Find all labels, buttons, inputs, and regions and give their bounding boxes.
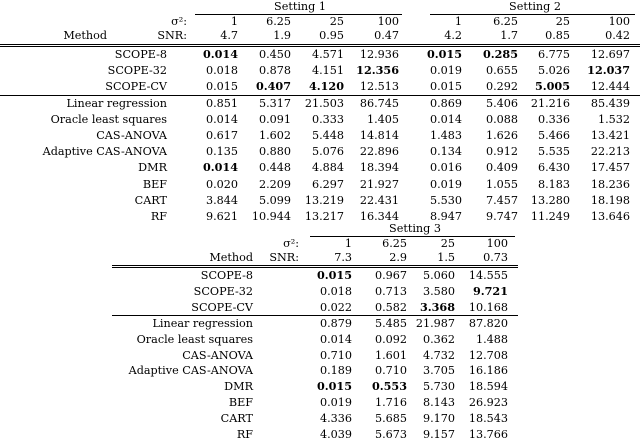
table-cell: 4.151	[311, 64, 344, 78]
table-cell: 0.092	[374, 332, 407, 346]
table-cell: 5.466	[537, 129, 570, 142]
table-cell: 5.060	[422, 269, 455, 282]
table-cell: 10.944	[251, 210, 291, 223]
method-header: Method	[209, 251, 253, 264]
method-name: Oracle least squares	[50, 112, 167, 126]
table-cell: 9.170	[422, 412, 455, 426]
table-cell: 0.869	[429, 96, 462, 110]
table-cell: 7.457	[485, 193, 518, 207]
table-cell: 0.015	[426, 47, 462, 61]
table-cell: 5.448	[311, 129, 344, 142]
table-cell: 1.488	[475, 332, 508, 346]
method-header: Method	[63, 29, 107, 42]
table-cell: 3.844	[205, 193, 238, 207]
table-cell: 0.018	[319, 284, 352, 298]
table-cell: 18.394	[359, 161, 399, 175]
table-cell: 4.039	[319, 428, 352, 441]
table-cell: 1.602	[258, 129, 291, 142]
table-cell: 0.879	[319, 316, 352, 330]
method-name: SCOPE-CV	[191, 300, 253, 314]
table-cell: 0.710	[319, 348, 352, 362]
table-cell: 0.014	[202, 160, 238, 175]
snr-value: 4.7	[220, 29, 238, 42]
table-cell: 0.016	[429, 161, 462, 175]
method-name: SCOPE-8	[200, 269, 253, 282]
header-rule-top	[112, 265, 518, 266]
table-cell: 21.503	[304, 96, 344, 110]
table-cell: 21.987	[415, 316, 455, 330]
table-cell: 8.143	[422, 396, 455, 410]
table-cell: 0.655	[485, 64, 518, 78]
table-cell: 9.747	[485, 210, 518, 223]
table-cell: 0.189	[319, 364, 352, 378]
table-cell: 8.947	[429, 210, 462, 223]
method-name: CAS-ANOVA	[182, 348, 253, 362]
snr-value: 0.73	[483, 251, 508, 264]
table-cell: 4.120	[308, 79, 344, 94]
setting-2-label: Setting 2	[509, 0, 561, 13]
method-name: RF	[150, 210, 167, 223]
sigma-value: 100	[486, 237, 508, 250]
method-name: CART	[134, 193, 167, 207]
table-cell: 14.814	[359, 129, 399, 142]
snr-value: 7.3	[334, 251, 352, 264]
table-cell: 0.014	[202, 47, 238, 61]
table-cell: 1.055	[485, 177, 518, 191]
snr-value: 1.7	[500, 29, 518, 42]
table-cell: 0.134	[429, 145, 462, 159]
table-cell: 5.730	[422, 380, 455, 394]
table-cell: 4.571	[311, 48, 344, 61]
method-name: CAS-ANOVA	[96, 129, 167, 142]
table-cell: 9.157	[422, 428, 455, 441]
table-cell: 1.716	[374, 396, 407, 410]
table-cell: 0.333	[311, 112, 344, 126]
table-cell: 11.249	[530, 210, 570, 223]
sigma-label: σ²:	[171, 15, 187, 28]
sigma-value: 25	[440, 237, 455, 250]
table-cell: 4.336	[319, 412, 352, 426]
table-cell: 6.297	[311, 177, 344, 191]
table-cell: 17.457	[590, 161, 630, 175]
table-cell: 21.216	[530, 96, 570, 110]
table-cell: 13.280	[530, 193, 570, 207]
table-cell: 0.285	[482, 47, 518, 61]
table-cell: 10.168	[468, 300, 508, 314]
header-rule-top	[0, 44, 640, 45]
table-cell: 5.406	[485, 96, 518, 110]
table-cell: 14.555	[468, 269, 508, 282]
table-cell: 0.407	[255, 79, 291, 94]
table-cell: 12.444	[590, 80, 630, 94]
table-cell: 21.927	[359, 177, 399, 191]
table-cell: 0.880	[258, 145, 291, 159]
method-name: Adaptive CAS-ANOVA	[42, 145, 167, 159]
sigma-value: 6.25	[382, 237, 407, 250]
method-name: Adaptive CAS-ANOVA	[128, 364, 253, 378]
table-cell: 4.732	[422, 348, 455, 362]
sigma-value: 25	[555, 15, 570, 28]
table-cell: 5.673	[374, 428, 407, 441]
table-cell: 0.015	[316, 268, 352, 282]
table-cell: 22.213	[590, 145, 630, 159]
table-cell: 0.018	[205, 64, 238, 78]
table-cell: 5.485	[374, 316, 407, 330]
table-cell: 13.766	[468, 428, 508, 441]
snr-value: 1.9	[273, 29, 291, 42]
table-cell: 18.198	[590, 193, 630, 207]
table-cell: 8.183	[537, 177, 570, 191]
table-cell: 0.878	[258, 64, 291, 78]
table-cell: 12.037	[587, 63, 630, 78]
table-cell: 12.356	[356, 63, 399, 78]
table-cell: 18.594	[468, 380, 508, 394]
table-cell: 9.721	[472, 283, 508, 298]
table-cell: 0.450	[258, 48, 291, 61]
method-name: DMR	[138, 161, 167, 175]
table-cell: 22.896	[359, 145, 399, 159]
method-name: SCOPE-8	[114, 48, 167, 61]
snr-label: SNR:	[269, 251, 299, 264]
method-name: Linear regression	[152, 316, 253, 330]
table-cell: 1.483	[429, 129, 462, 142]
table-cell: 3.368	[419, 299, 455, 314]
table-cell: 12.936	[359, 48, 399, 61]
snr-label: SNR:	[157, 29, 187, 42]
table-cell: 0.135	[205, 145, 238, 159]
table-cell: 6.430	[537, 161, 570, 175]
sigma-value: 1	[344, 237, 352, 250]
table-cell: 12.708	[468, 348, 508, 362]
table-cell: 0.014	[429, 112, 462, 126]
table-cell: 0.015	[205, 80, 238, 94]
table-cell: 0.582	[374, 300, 407, 314]
table-cell: 12.513	[359, 80, 399, 94]
setting-1-label: Setting 1	[274, 0, 326, 13]
table-cell: 0.020	[205, 177, 238, 191]
table-cell: 16.186	[468, 364, 508, 378]
method-name: SCOPE-32	[107, 64, 167, 78]
sigma-value: 25	[329, 15, 344, 28]
table-cell: 0.022	[319, 300, 352, 314]
table-cell: 0.409	[485, 161, 518, 175]
snr-value: 0.85	[545, 29, 570, 42]
header-rule-bottom	[0, 46, 640, 47]
table-cell: 1.532	[597, 112, 630, 126]
table-cell: 0.710	[374, 364, 407, 378]
table-cell: 5.076	[311, 145, 344, 159]
table-cell: 22.431	[359, 193, 399, 207]
method-name: BEF	[142, 177, 167, 191]
method-name: SCOPE-CV	[105, 80, 167, 94]
table-cell: 0.091	[258, 112, 291, 126]
table-cell: 0.292	[485, 80, 518, 94]
table-cell: 5.685	[374, 412, 407, 426]
table-cell: 0.851	[205, 96, 238, 110]
table-cell: 0.553	[371, 379, 407, 394]
table-cell: 4.884	[311, 161, 344, 175]
table-cell: 13.217	[304, 210, 344, 223]
table-cell: 0.336	[537, 112, 570, 126]
table-cell: 0.014	[319, 332, 352, 346]
table-cell: 1.405	[366, 112, 399, 126]
snr-value: 0.42	[605, 29, 630, 42]
table-cell: 18.236	[590, 177, 630, 191]
setting-3-label: Setting 3	[389, 222, 441, 235]
table-cell: 3.705	[422, 364, 455, 378]
table-cell: 0.713	[374, 284, 407, 298]
table-cell: 26.923	[468, 396, 508, 410]
table-cell: 2.209	[258, 177, 291, 191]
table-cell: 87.820	[468, 316, 508, 330]
table-cell: 0.088	[485, 112, 518, 126]
table-cell: 18.543	[468, 412, 508, 426]
table-cell: 13.219	[304, 193, 344, 207]
table-cell: 1.601	[374, 348, 407, 362]
snr-value: 0.95	[319, 29, 344, 42]
table-cell: 0.019	[319, 396, 352, 410]
table-cell: 0.617	[205, 129, 238, 142]
sigma-label: σ²:	[283, 237, 299, 250]
table-cell: 0.912	[485, 145, 518, 159]
sigma-value: 100	[608, 15, 630, 28]
table-cell: 9.621	[205, 210, 238, 223]
table-cell: 0.019	[429, 64, 462, 78]
table-cell: 12.697	[590, 48, 630, 61]
table-cell: 0.967	[374, 269, 407, 282]
table-cell: 0.019	[429, 177, 462, 191]
table-cell: 5.530	[429, 193, 462, 207]
table-cell: 0.362	[422, 332, 455, 346]
table-cell: 86.745	[359, 96, 399, 110]
table-cell: 0.014	[205, 112, 238, 126]
table-cell: 0.448	[258, 161, 291, 175]
table-cell: 85.439	[590, 96, 630, 110]
method-name: DMR	[224, 380, 253, 394]
header-rule-bottom	[112, 267, 518, 268]
table-cell: 5.026	[537, 64, 570, 78]
method-name: BEF	[228, 396, 253, 410]
table-cell: 5.535	[537, 145, 570, 159]
method-name: Oracle least squares	[136, 332, 253, 346]
table-cell: 0.015	[429, 80, 462, 94]
sigma-value: 6.25	[266, 15, 291, 28]
table-cell: 6.775	[537, 48, 570, 61]
table-cell: 0.015	[316, 379, 352, 394]
snr-value: 2.9	[389, 251, 407, 264]
method-name: RF	[236, 428, 253, 441]
table-cell: 5.005	[534, 79, 570, 94]
snr-value: 1.5	[437, 251, 455, 264]
method-name: Linear regression	[66, 96, 167, 110]
snr-value: 4.2	[444, 29, 462, 42]
table-cell: 13.646	[590, 210, 630, 223]
table-cell: 13.421	[590, 129, 630, 142]
method-name: SCOPE-32	[193, 284, 253, 298]
sigma-value: 6.25	[493, 15, 518, 28]
method-name: CART	[220, 412, 253, 426]
table-cell: 5.317	[258, 96, 291, 110]
table-cell: 5.099	[258, 193, 291, 207]
snr-value: 0.47	[374, 29, 399, 42]
sigma-value: 1	[230, 15, 238, 28]
sigma-value: 1	[454, 15, 462, 28]
table-cell: 16.344	[359, 210, 399, 223]
table-cell: 1.626	[485, 129, 518, 142]
sigma-value: 100	[377, 15, 399, 28]
table-cell: 3.580	[422, 284, 455, 298]
